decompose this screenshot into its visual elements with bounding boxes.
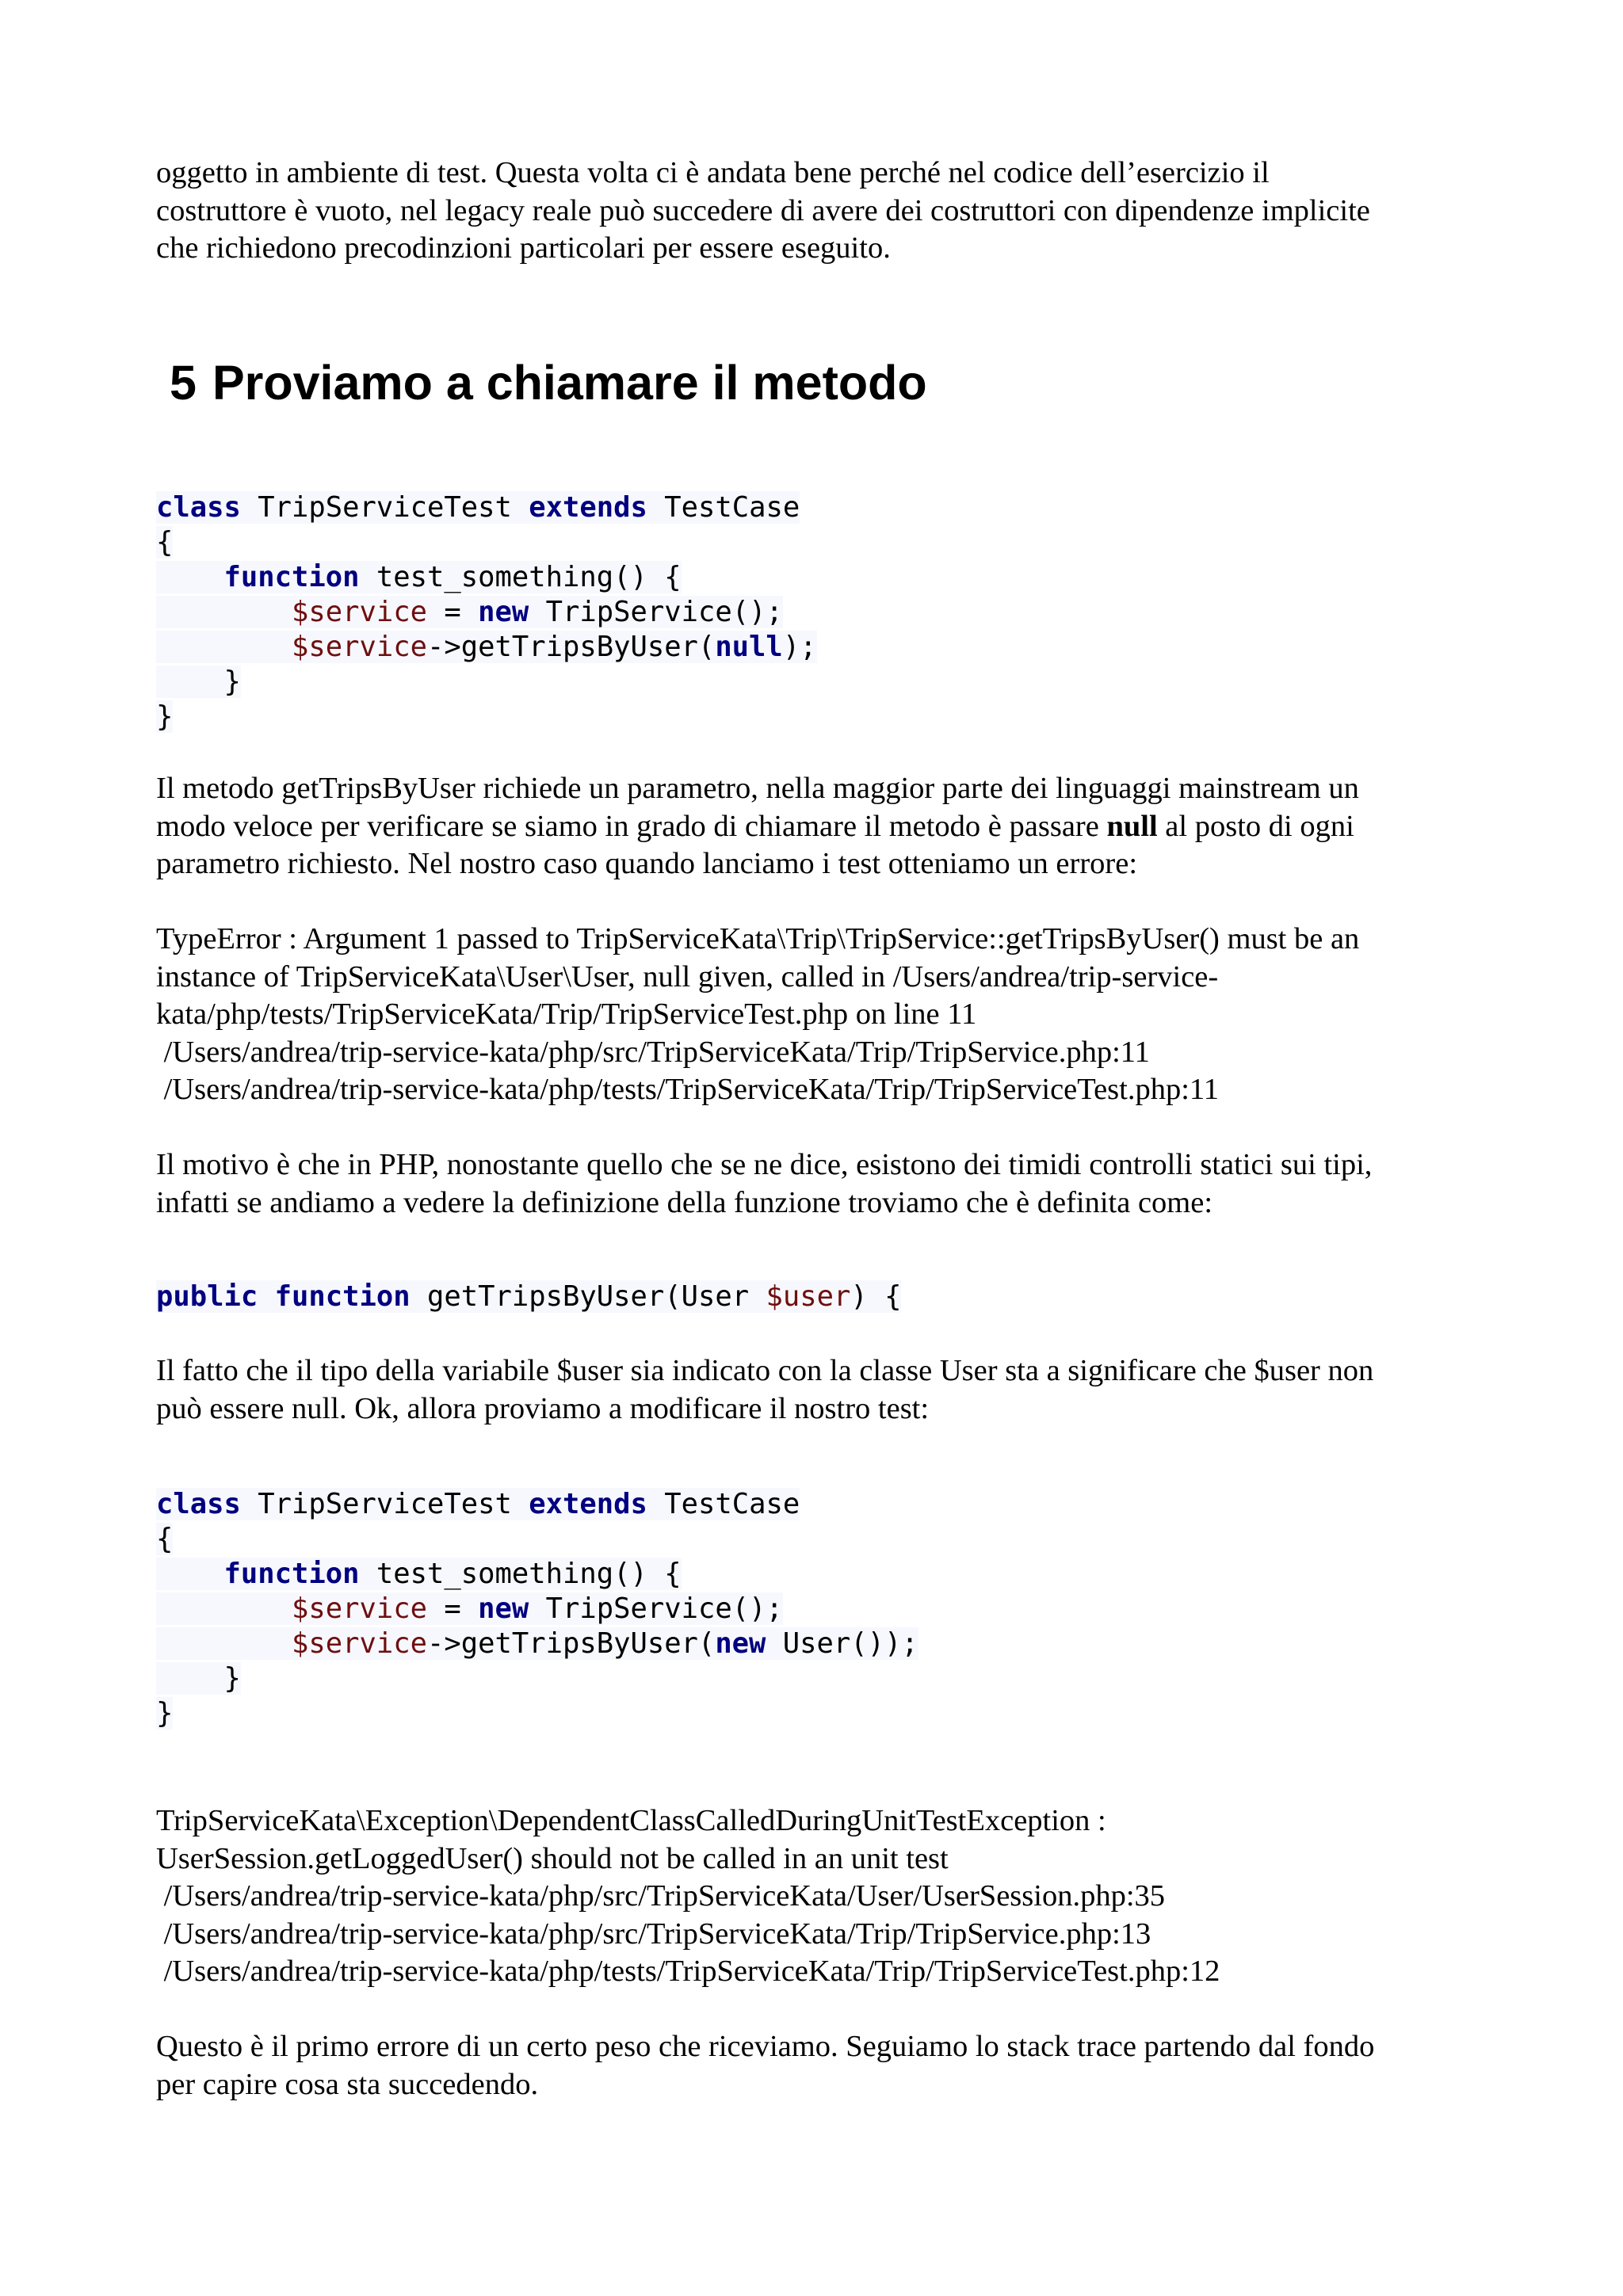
code-line: $service->getTripsByUser(new User()); <box>156 1627 1503 1661</box>
error-output-2: TripServiceKata\Exception\DependentClassCalledDuringUnitTestException : UserSession.getLoggedUser() should not be called in an unit test /Users/andrea/trip-service-kata/php/src/TripServiceKata/User/UserSession.php:35 /Users/andrea/trip-service-kata/php/src/TripServiceKata/Trip/TripService.php:13 /Users/andrea/trip-service-kata/php/tests/TripServiceKata/Trip/TripServiceTest.php:12 <box>156 1804 1220 1988</box>
code-line: $service = new TripService(); <box>156 1592 1503 1627</box>
code-block-3 <box>156 1487 1503 1731</box>
paragraph-2: Il metodo getTripsByUser richiede un parametro, nella maggior parte dei linguaggi mainstream un modo veloce per verificare se siamo in grado di chiamare il metodo è passare null al posto di ogni parametro richiesto. Nel nostro caso quando lanciamo i test otteniamo un errore: <box>156 772 1359 880</box>
code-line: public function getTripsByUser(User $user) { <box>156 1280 902 1313</box>
code-line: $service = new TripService(); <box>156 595 1503 630</box>
paragraph-5: Questo è il primo errore di un certo peso che riceviamo. Seguiamo lo stack trace partendo dal fondo per capire cosa sta succedendo. <box>156 2030 1375 2101</box>
section-number: 5 <box>170 356 197 410</box>
code-block-2 <box>156 1280 1503 1314</box>
section-title: Proviamo a chiamare il metodo <box>212 356 927 410</box>
error-output-1: TypeError : Argument 1 passed to TripServiceKata\Trip\TripService::getTripsByUser() must be an instance of TripServiceKata\User\User, null given, called in /Users/andrea/trip-service- kata/php/tests/TripServiceKata/Trip/TripServiceTest.php on line 11 /Users/andrea/trip-service-kata/php/src/TripServiceKata/Trip/TripService.php:11 /Users/andrea/trip-service-kata/php/tests/TripServiceKata/Trip/TripServiceTest.php:11 <box>156 922 1360 1106</box>
code-line: function test_something() { <box>156 1557 1503 1592</box>
code-block-1 <box>156 490 1503 734</box>
code-line: } <box>156 700 174 733</box>
paragraph-3: Il motivo è che in PHP, nonostante quello che se ne dice, esistono dei timidi controlli statici sui tipi, infatti se andiamo a vedere la definizione della funzione troviamo che è definita come: <box>156 1148 1373 1219</box>
code-line: } <box>156 1697 174 1730</box>
code-line: function test_something() { <box>156 560 1503 595</box>
code-line: class TripServiceTest extends TestCase <box>156 1488 800 1520</box>
paragraph-intro: oggetto in ambiente di test. Questa volta ci è andata bene perché nel codice dell’esercizio il costruttore è vuoto, nel legacy reale può succedere di avere dei costruttori con dipendenze implicite che richiedono precodinzioni particolari per essere eseguito. <box>156 156 1370 265</box>
paragraph-4: Il fatto che il tipo della variabile $user sia indicato con la classe User sta a significare che $user non può essere null. Ok, allora proviamo a modificare il nostro test: <box>156 1354 1374 1425</box>
bold-null: null <box>1106 809 1158 843</box>
code-line: } <box>156 666 241 698</box>
code-line: } <box>156 1662 241 1695</box>
code-line: { <box>156 526 174 559</box>
code-line: class TripServiceTest extends TestCase <box>156 491 800 524</box>
section-heading <box>156 355 1503 410</box>
code-line: $service->getTripsByUser(null); <box>156 630 1503 665</box>
code-line: { <box>156 1523 174 1555</box>
